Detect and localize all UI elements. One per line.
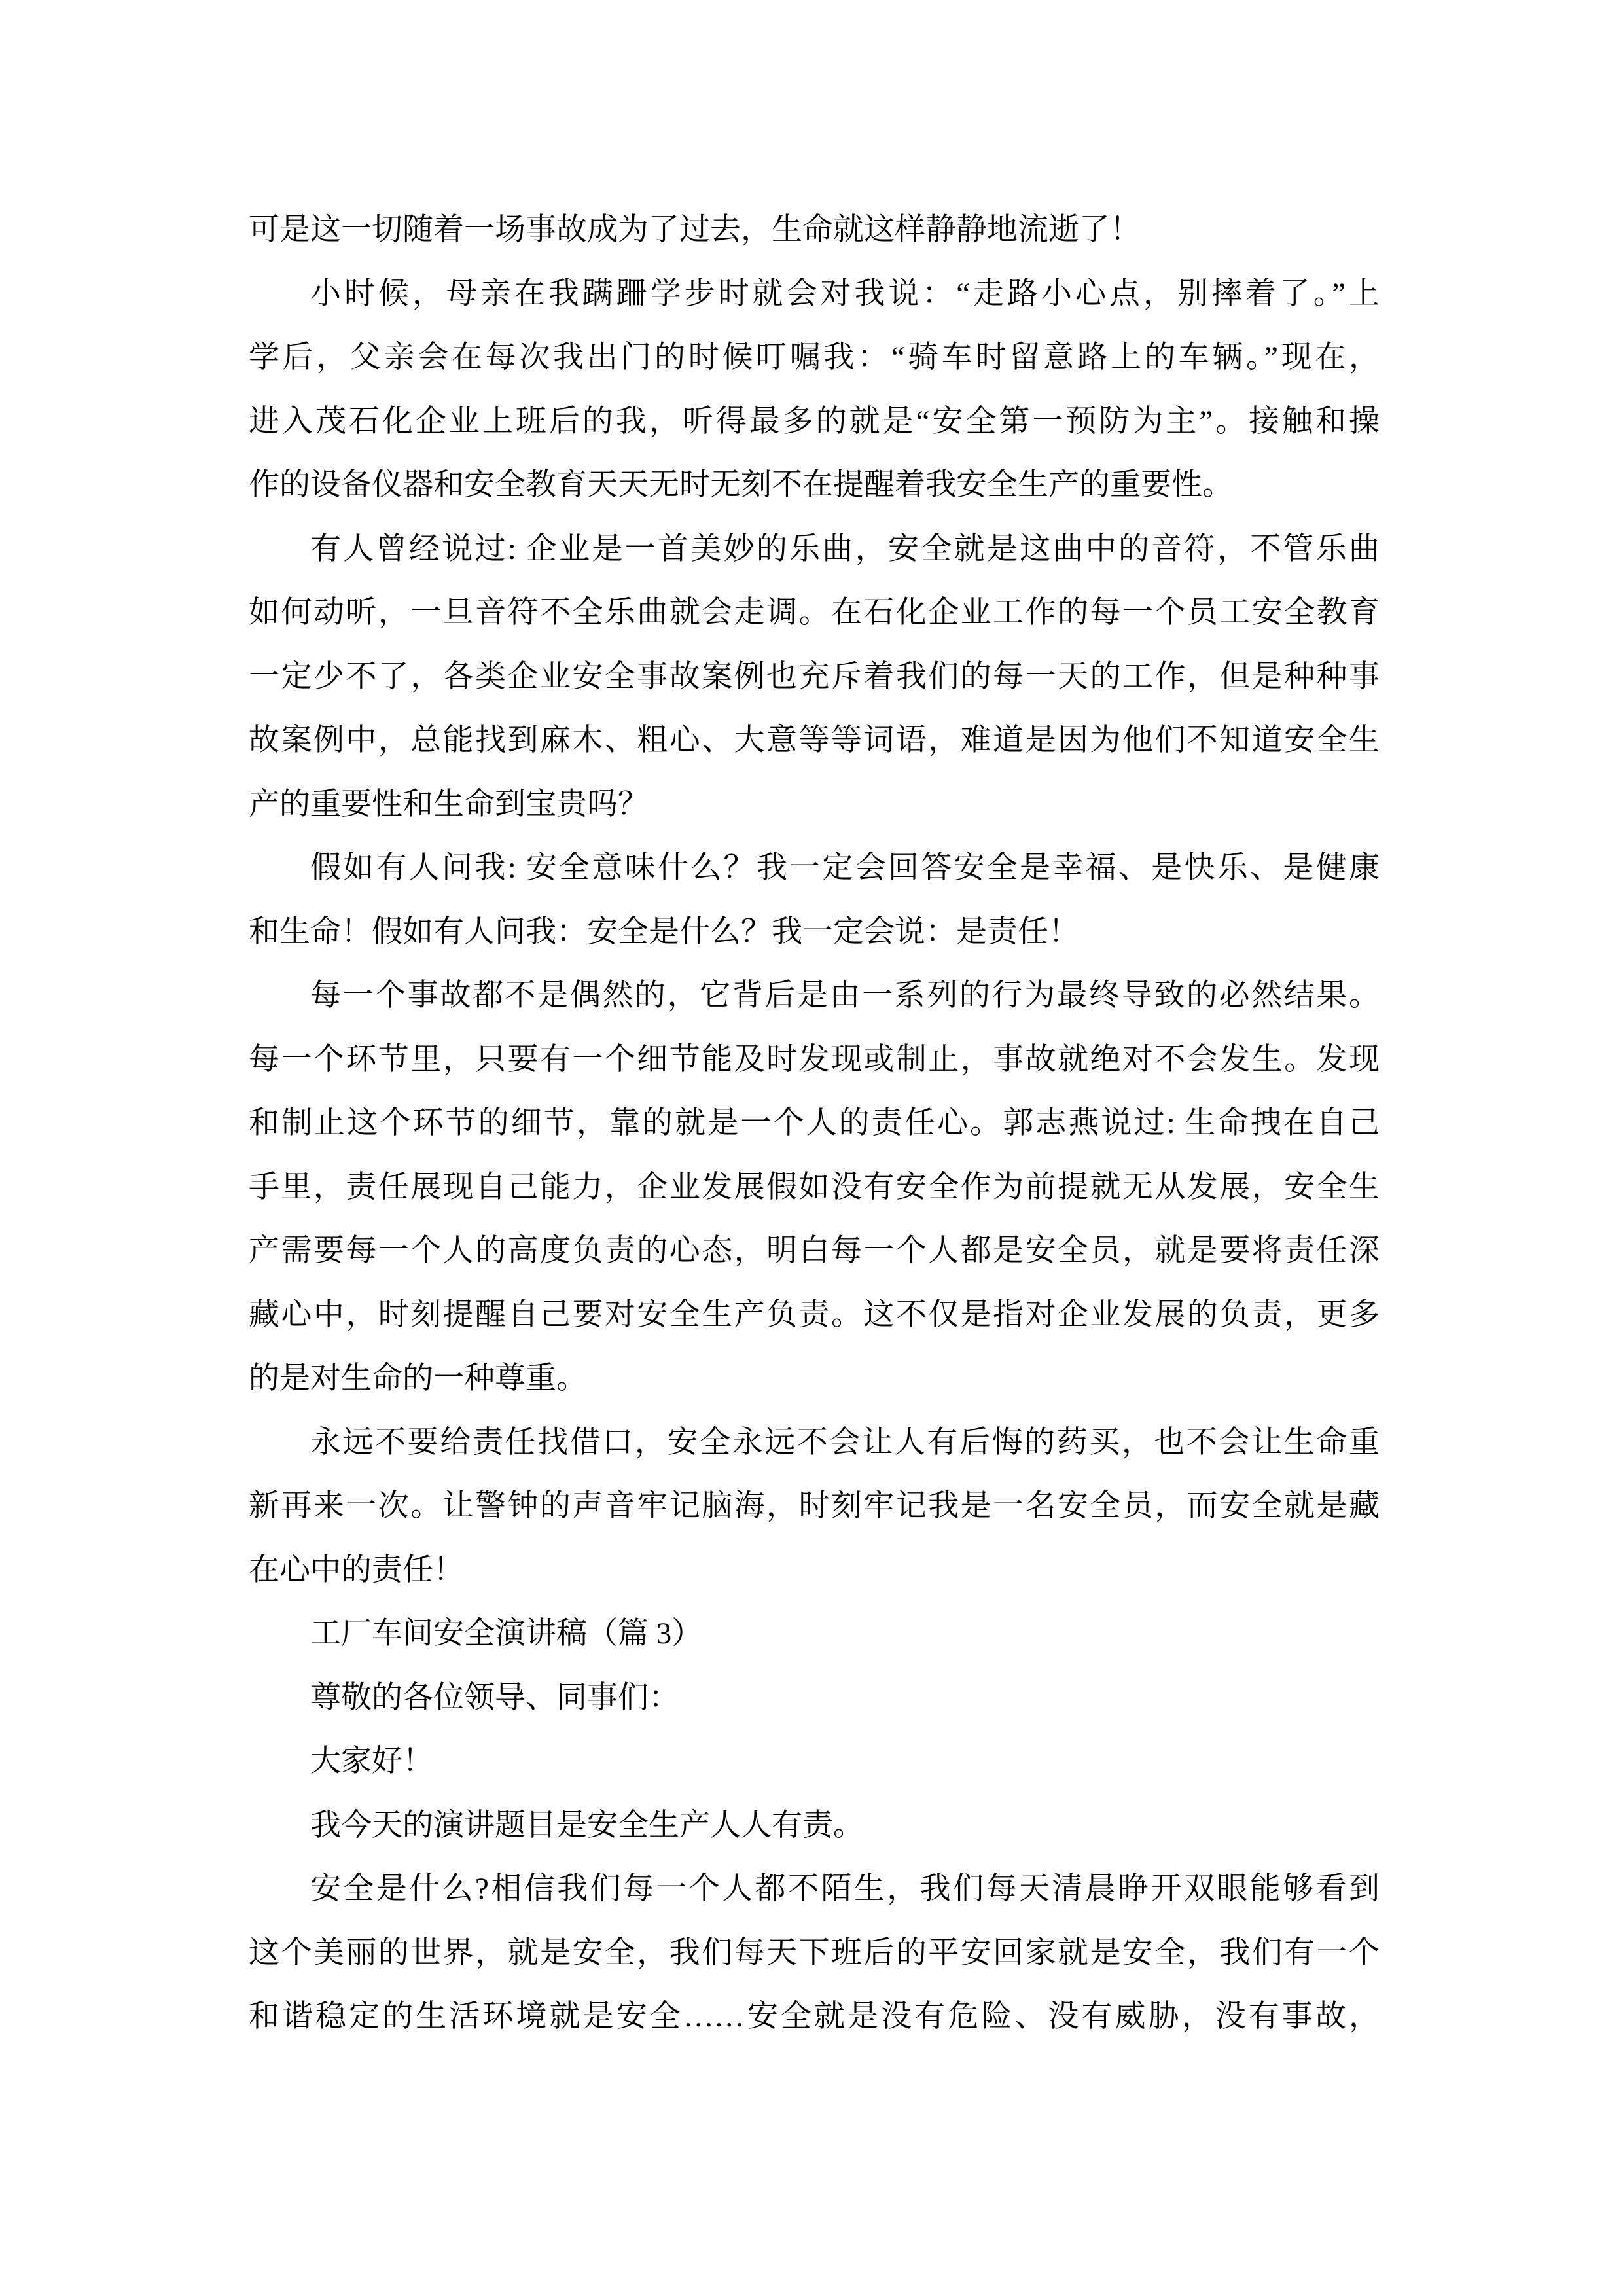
text-line: 一定少不了，各类企业安全事故案例也充斥着我们的每一天的工作，但是种种事 xyxy=(249,659,1380,694)
text-line: 和生命！假如有人问我：安全是什么？我一定会说：是责任！ xyxy=(249,914,1079,949)
text-line: 学后，父亲会在每次我出门的时候叮嘱我：“骑车时留意路上的车辆。”现在， xyxy=(249,340,1380,374)
text-line: 产的重要性和生命到宝贵吗？ xyxy=(249,787,649,821)
text-line: 每一个环节里，只要有一个细节能及时发现或制止，事故就绝对不会发生。发现 xyxy=(249,1042,1380,1077)
text-line: 手里，责任展现自己能力，企业发展假如没有安全作为前提就无从发展，安全生 xyxy=(249,1170,1380,1204)
text-line: 有人曾经说过: 企业是一首美妙的乐曲，安全就是这曲中的音符，不管乐曲 xyxy=(310,531,1380,566)
text-line: 如何动听，一旦音符不全乐曲就会走调。在石化企业工作的每一个员工安全教育 xyxy=(249,596,1380,630)
text-line: 作的设备仪器和安全教育天天无时无刻不在提醒着我安全生产的重要性。 xyxy=(249,468,1233,502)
text-line: 大家好！ xyxy=(310,1744,433,1778)
text-line: 进入茂石化企业上班后的我，听得最多的就是“安全第一预防为主”。接触和操 xyxy=(249,404,1380,439)
text-line: 永远不要给责任找借口，安全永远不会让人有后悔的药买，也不会让生命重 xyxy=(310,1425,1380,1460)
text-line: 产需要每一个人的高度负责的心态，明白每一个人都是安全员，就是要将责任深 xyxy=(249,1234,1380,1268)
text-line: 可是这一切随着一场事故成为了过去，生命就这样静静地流逝了！ xyxy=(249,213,1141,247)
text-line: 我今天的演讲题目是安全生产人人有责。 xyxy=(310,1808,864,1842)
section-title-line: 工厂车间安全演讲稿（篇 3） xyxy=(310,1617,703,1651)
text-line: 的是对生命的一种尊重。 xyxy=(249,1361,587,1395)
text-line: 在心中的责任！ xyxy=(249,1552,464,1587)
text-line: 小时候，母亲在我蹒跚学步时就会对我说：“走路小心点，别摔着了。”上 xyxy=(310,276,1380,311)
document-page xyxy=(249,198,1380,2049)
text-line: 和谐稳定的生活环境就是安全……安全就是没有危险、没有威胁，没有事故， xyxy=(249,2000,1380,2034)
text-line: 这个美丽的世界，就是安全，我们每天下班后的平安回家就是安全，我们有一个 xyxy=(249,1935,1380,1970)
text-line: 每一个事故都不是偶然的，它背后是由一系列的行为最终导致的必然结果。 xyxy=(310,978,1380,1013)
text-line: 假如有人问我: 安全意味什么？我一定会回答安全是幸福、是快乐、是健康 xyxy=(310,851,1380,885)
text-line: 新再来一次。让警钟的声音牢记脑海，时刻牢记我是一名安全员，而安全就是藏 xyxy=(249,1489,1380,1523)
text-line: 安全是什么?相信我们每一个人都不陌生，我们每天清晨睁开双眼能够看到 xyxy=(310,1872,1380,1906)
text-line: 和制止这个环节的细节，靠的就是一个人的责任心。郭志燕说过: 生命拽在自己 xyxy=(249,1106,1380,1140)
text-line: 藏心中，时刻提醒自己要对安全生产负责。这不仅是指对企业发展的负责，更多 xyxy=(249,1297,1380,1332)
text-line: 故案例中，总能找到麻木、粗心、大意等等词语，难道是因为他们不知道安全生 xyxy=(249,723,1380,757)
text-line: 尊敬的各位领导、同事们： xyxy=(310,1680,679,1715)
